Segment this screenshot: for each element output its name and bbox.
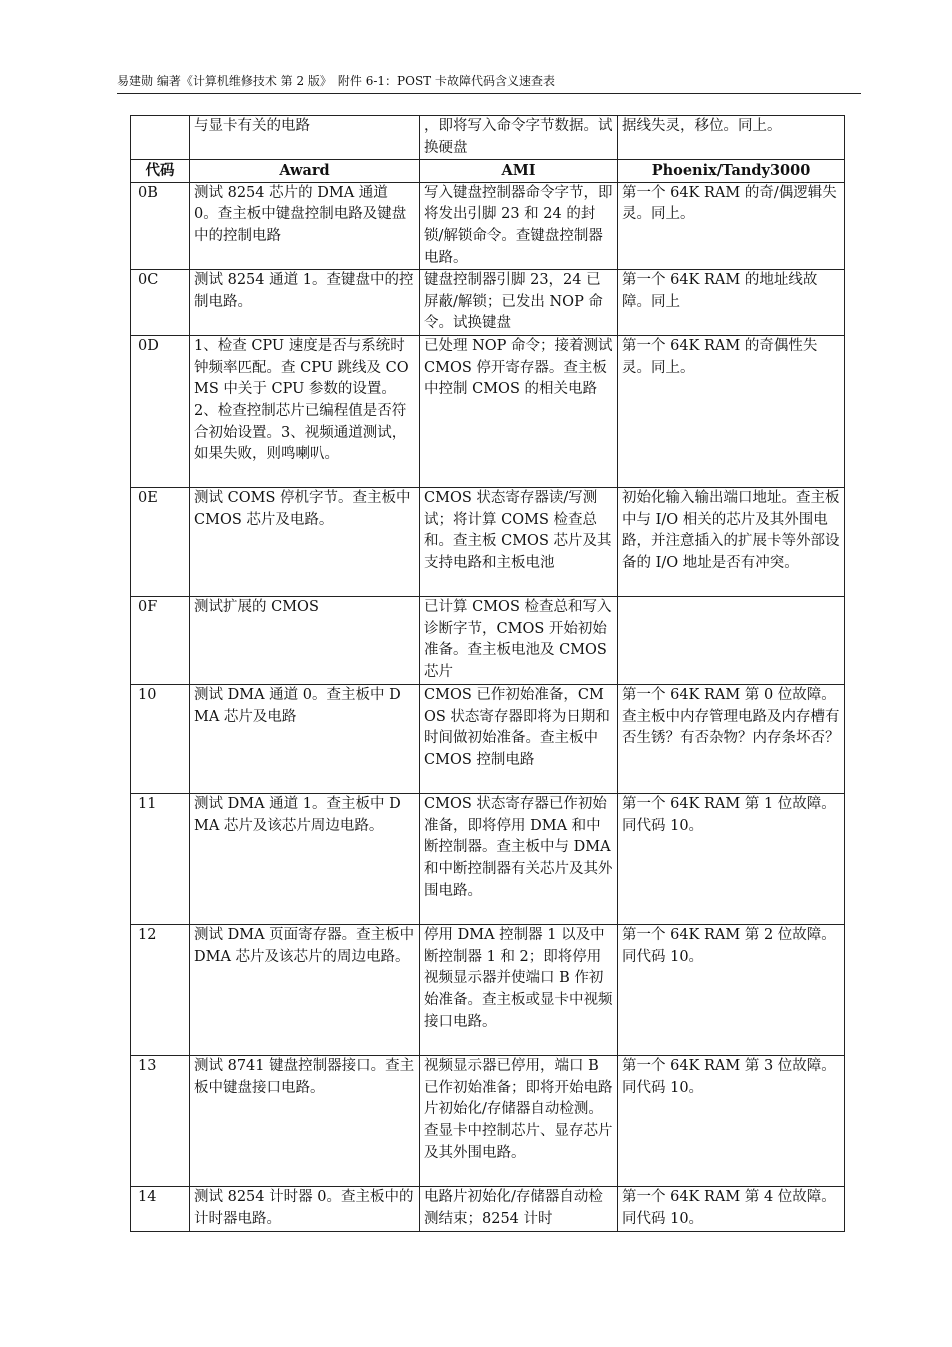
cell-code bbox=[131, 116, 190, 160]
cell-code: 0F bbox=[131, 597, 190, 685]
table-row bbox=[131, 925, 845, 1056]
cell-phoenix: 第一个 64K RAM 第 3 位故障。同代码 10。 bbox=[618, 1056, 845, 1187]
cell-award: 测试 DMA 页面寄存器。查主板中 DMA 芯片及该芯片的周边电路。 bbox=[190, 925, 420, 1056]
cell-award: 测试 DMA 通道 1。查主板中 DMA 芯片及该芯片周边电路。 bbox=[190, 794, 420, 925]
header-divider bbox=[117, 93, 861, 94]
cell-code: 12 bbox=[131, 925, 190, 1056]
cell-phoenix bbox=[618, 597, 845, 685]
cell-ami: 电路片初始化/存储器自动检测结束；8254 计时 bbox=[420, 1187, 618, 1232]
post-code-table bbox=[130, 115, 845, 1232]
table-row bbox=[131, 336, 845, 488]
cell-code: 0D bbox=[131, 336, 190, 488]
cell-ami: 已处理 NOP 命令；接着测试 CMOS 停开寄存器。查主板中控制 CMOS 的相关电路 bbox=[420, 336, 618, 488]
cell-ami: CMOS 状态寄存器已作初始准备，即将停用 DMA 和中断控制器。查主板中与 DMA 和中断控制器有关芯片及其外围电路。 bbox=[420, 794, 618, 925]
table-row bbox=[131, 182, 845, 269]
cell-award: 测试 COMS 停机字节。查主板中 CMOS 芯片及电路。 bbox=[190, 488, 420, 597]
cell-ami: 写入键盘控制器命令字节，即将发出引脚 23 和 24 的封锁/解锁命令。查键盘控制器电路。 bbox=[420, 182, 618, 269]
cell-phoenix: 第一个 64K RAM 的奇偶性失灵。同上。 bbox=[618, 336, 845, 488]
cell-phoenix: 第一个 64K RAM 的地址线故障。同上 bbox=[618, 270, 845, 336]
column-header-award: Award bbox=[190, 160, 420, 183]
cell-phoenix: 第一个 64K RAM 的奇/偶逻辑失灵。同上。 bbox=[618, 182, 845, 269]
cell-ami: 视频显示器已停用，端口 B 已作初始准备；即将开始电路片初始化/存储器自动检测。查显卡中控制芯片、显存芯片及其外围电路。 bbox=[420, 1056, 618, 1187]
cell-ami: ，即将写入命令字节数据。试换硬盘 bbox=[420, 116, 618, 160]
cell-code: 10 bbox=[131, 685, 190, 794]
page-header: 易建勋 编著《计算机维修技术 第 2 版》 附件 6-1：POST 卡故障代码含义速查表 bbox=[117, 74, 555, 88]
cell-ami: CMOS 状态寄存器读/写测试；将计算 COMS 检查总和。查主板 CMOS 芯片及其支持电路和主板电池 bbox=[420, 488, 618, 597]
cell-code: 14 bbox=[131, 1187, 190, 1232]
table-row bbox=[131, 1187, 845, 1232]
cell-award: 1、检查 CPU 速度是否与系统时钟频率匹配。查 CPU 跳线及 COMS 中关于 CPU 参数的设置。2、检查控制芯片已编程值是否符合初始设置。3、视频通道测试，如果失败，则鸣喇叭。 bbox=[190, 336, 420, 488]
cell-code: 0B bbox=[131, 182, 190, 269]
table-row bbox=[131, 488, 845, 597]
cell-award: 测试 8254 通道 1。查键盘中的控制电路。 bbox=[190, 270, 420, 336]
cell-award: 测试 8741 键盘控制器接口。查主板中键盘接口电路。 bbox=[190, 1056, 420, 1187]
cell-ami: 停用 DMA 控制器 1 以及中断控制器 1 和 2；即将停用视频显示器并使端口 B 作初始准备。查主板或显卡中视频接口电路。 bbox=[420, 925, 618, 1056]
cell-phoenix: 第一个 64K RAM 第 1 位故障。同代码 10。 bbox=[618, 794, 845, 925]
table-row bbox=[131, 597, 845, 685]
cell-phoenix: 第一个 64K RAM 第 0 位故障。查主板中内存管理电路及内存槽有否生锈？有否杂物？内存条坏否？ bbox=[618, 685, 845, 794]
continued-row bbox=[131, 116, 845, 160]
cell-phoenix: 据线失灵，移位。同上。 bbox=[618, 116, 845, 160]
column-header-phoenix: Phoenix/Tandy3000 bbox=[618, 160, 845, 183]
table-row bbox=[131, 1056, 845, 1187]
cell-code: 11 bbox=[131, 794, 190, 925]
cell-award: 测试扩展的 CMOS bbox=[190, 597, 420, 685]
cell-code: 13 bbox=[131, 1056, 190, 1187]
column-header-ami: AMI bbox=[420, 160, 618, 183]
cell-award: 测试 8254 计时器 0。查主板中的计时器电路。 bbox=[190, 1187, 420, 1232]
cell-phoenix: 第一个 64K RAM 第 4 位故障。同代码 10。 bbox=[618, 1187, 845, 1232]
cell-phoenix: 初始化输入输出端口地址。查主板中与 I/O 相关的芯片及其外围电路，并注意插入的扩展卡等外部设备的 I/O 地址是否有冲突。 bbox=[618, 488, 845, 597]
cell-ami: CMOS 已作初始准备，CMOS 状态寄存器即将为日期和时间做初始准备。查主板中 CMOS 控制电路 bbox=[420, 685, 618, 794]
cell-code: 0C bbox=[131, 270, 190, 336]
cell-code: 0E bbox=[131, 488, 190, 597]
cell-phoenix: 第一个 64K RAM 第 2 位故障。同代码 10。 bbox=[618, 925, 845, 1056]
table-header-row bbox=[131, 160, 845, 183]
cell-ami: 键盘控制器引脚 23，24 已屏蔽/解锁；已发出 NOP 命令。试换键盘 bbox=[420, 270, 618, 336]
column-header-code: 代码 bbox=[131, 160, 190, 183]
cell-award: 测试 DMA 通道 0。查主板中 DMA 芯片及电路 bbox=[190, 685, 420, 794]
cell-ami: 已计算 CMOS 检查总和写入诊断字节，CMOS 开始初始准备。查主板电池及 CMOS 芯片 bbox=[420, 597, 618, 685]
cell-award: 测试 8254 芯片的 DMA 通道 0。查主板中键盘控制电路及键盘中的控制电路 bbox=[190, 182, 420, 269]
table-row bbox=[131, 270, 845, 336]
table-row bbox=[131, 794, 845, 925]
table-row bbox=[131, 685, 845, 794]
cell-award: 与显卡有关的电路 bbox=[190, 116, 420, 160]
